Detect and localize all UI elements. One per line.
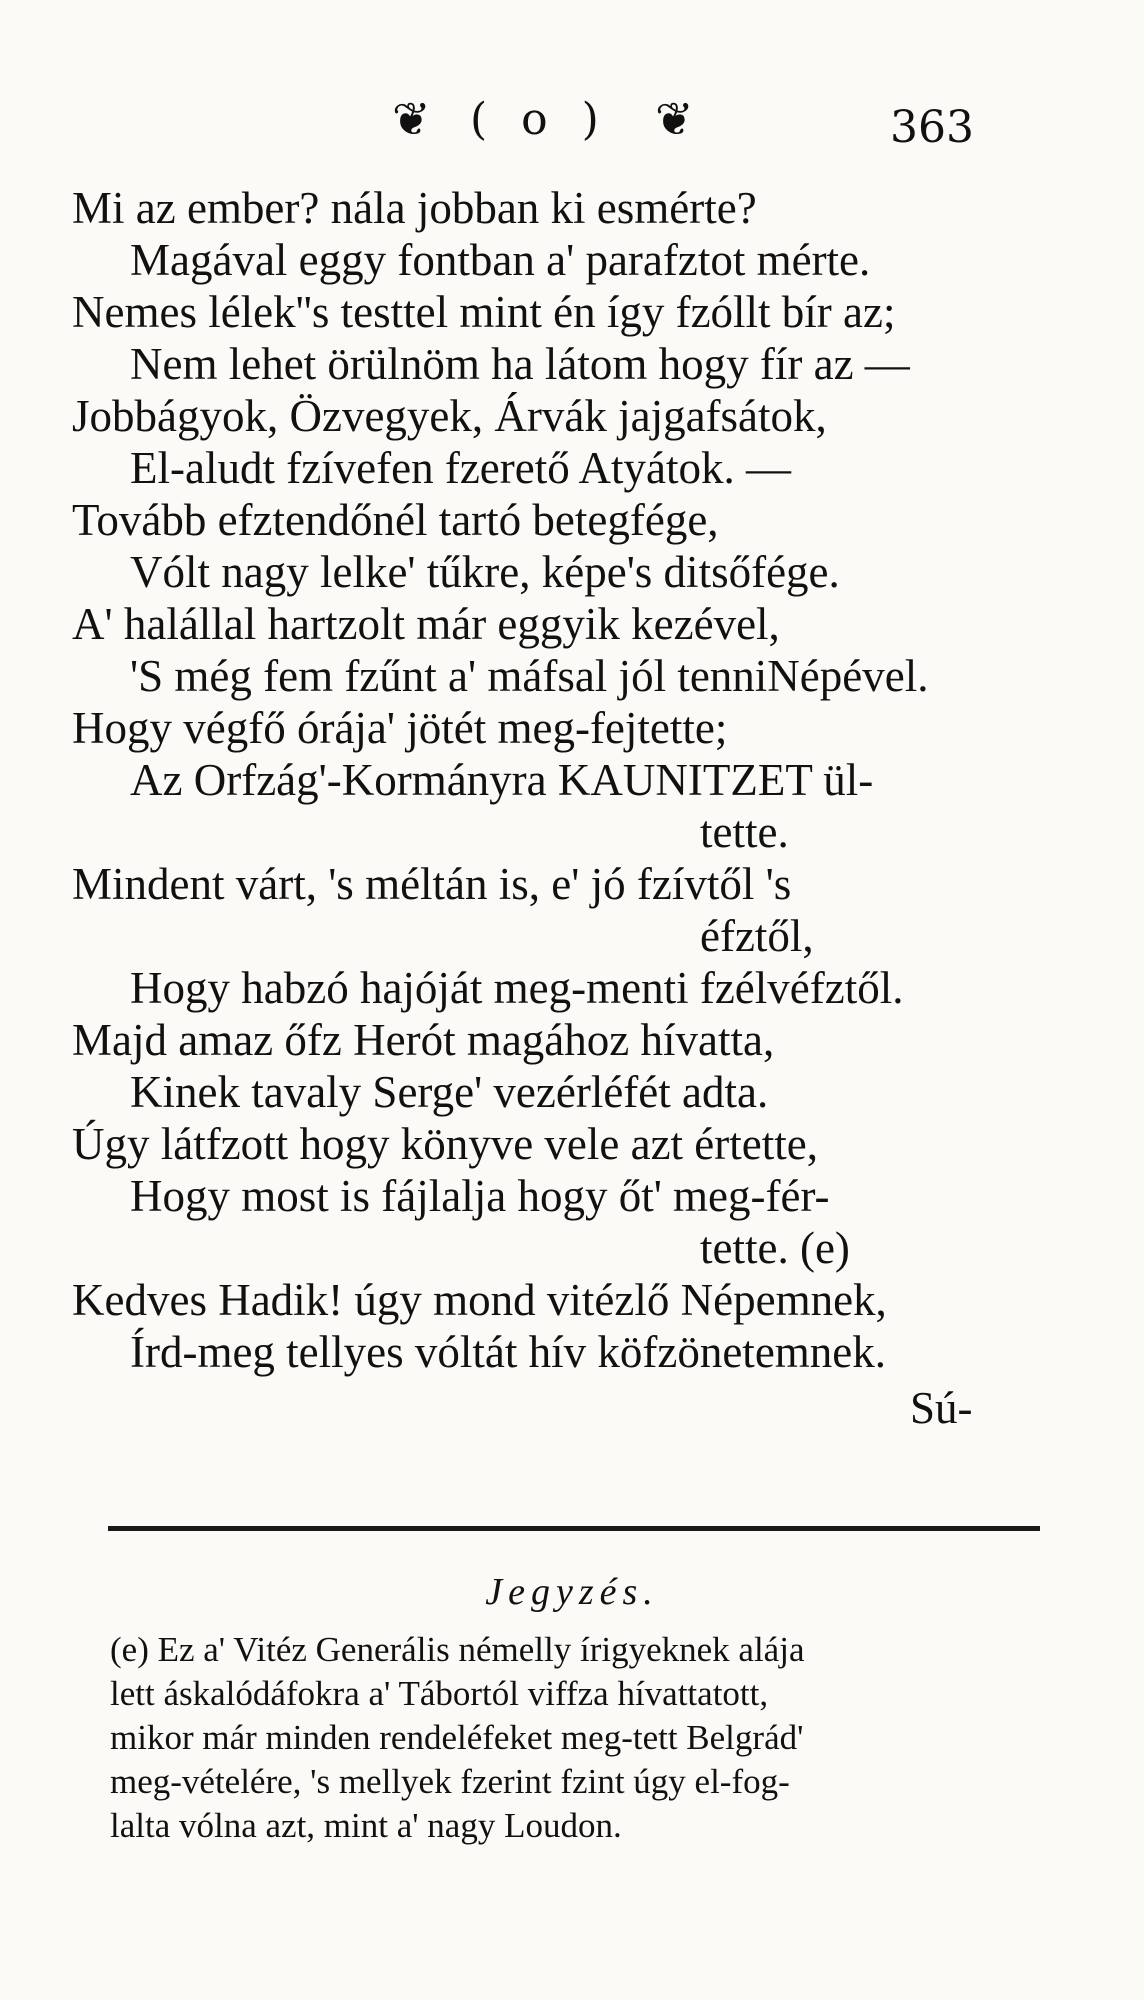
footnote-heading: Jegyzés. bbox=[485, 1571, 659, 1613]
verse-line: Mi az ember? nála jobban ki esmérte? bbox=[72, 183, 757, 233]
verse-line: Mindent várt, 's méltán is, e' jó fzívtől 's bbox=[72, 859, 792, 909]
footnote-line: (e) Ez a' Vitéz Generális némelly írigyeknek alája bbox=[110, 1630, 805, 1669]
verse-line-continuation: tette. (e) bbox=[700, 1223, 850, 1273]
footnote-line: lett áskalódáfokra a' Tábortól viffza hívattatott, bbox=[110, 1674, 769, 1713]
verse-line: Nem lehet örülnöm ha látom hogy fír az — bbox=[130, 339, 910, 389]
verse-line: Vólt nagy lelke' tűkre, képe's ditsőfége. bbox=[130, 547, 840, 597]
verse-line: Hogy habzó hajóját meg-menti fzélvéfztől. bbox=[130, 963, 904, 1013]
verse-line: Jobbágyok, Özvegyek, Árvák jajgafsátok, bbox=[72, 391, 827, 441]
verse-line-continuation: tette. bbox=[700, 807, 789, 857]
verse-line: Hogy most is fájlalja hogy őt' meg-fér- bbox=[130, 1171, 830, 1221]
verse-line: El-aludt fzívefen fzerető Atyátok. — bbox=[130, 443, 791, 493]
verse-line: Majd amaz őfz Herót magához hívatta, bbox=[72, 1015, 775, 1065]
right-ornament-icon: ❦ bbox=[655, 92, 694, 146]
verse-line: 'S még fem fzűnt a' máfsal jól tenniNépével. bbox=[130, 651, 929, 701]
verse-line: Tovább efztendőnél tartó betegfége, bbox=[72, 495, 719, 545]
verse-line-continuation: éfztől, bbox=[700, 911, 814, 961]
footnote-line: meg-vételére, 's mellyek fzerint fzint úgy el-fog- bbox=[110, 1762, 790, 1801]
page-header bbox=[0, 88, 1144, 158]
verse-line: Kedves Hadik! úgy mond vitézlő Népemnek, bbox=[72, 1275, 887, 1325]
verse-line: A' halállal hartzolt már eggyik kezével, bbox=[72, 599, 780, 649]
verse-line: Úgy látfzott hogy könyve vele azt értette, bbox=[72, 1119, 818, 1169]
left-ornament-icon: ❦ bbox=[392, 92, 431, 146]
verse-line: Magával eggy fontban a' parafztot mérte. bbox=[130, 235, 871, 285]
footnote-line: mikor már minden rendeléfeket meg-tett Belgrád' bbox=[110, 1718, 804, 1757]
catchword: Sú- bbox=[910, 1383, 973, 1433]
footnote-divider bbox=[108, 1526, 1040, 1531]
verse-line: Hogy végfő órája' jötét meg-fejtette; bbox=[72, 703, 728, 753]
footnote-line: lalta vólna azt, mint a' nagy Loudon. bbox=[110, 1806, 622, 1845]
verse-line: Írd-meg tellyes vóltát hív köfzönetemnek. bbox=[130, 1327, 887, 1377]
verse-line: Nemes lélek''s testtel mint én így fzóllt bír az; bbox=[72, 287, 896, 337]
signature-mark: ( o ) bbox=[470, 94, 609, 145]
verse-line: Kinek tavaly Serge' vezérléfét adta. bbox=[130, 1067, 769, 1117]
verse-line: Az Orfzág'-Kormányra KAUNITZET ül- bbox=[130, 755, 874, 805]
page-number: 363 bbox=[890, 102, 974, 153]
